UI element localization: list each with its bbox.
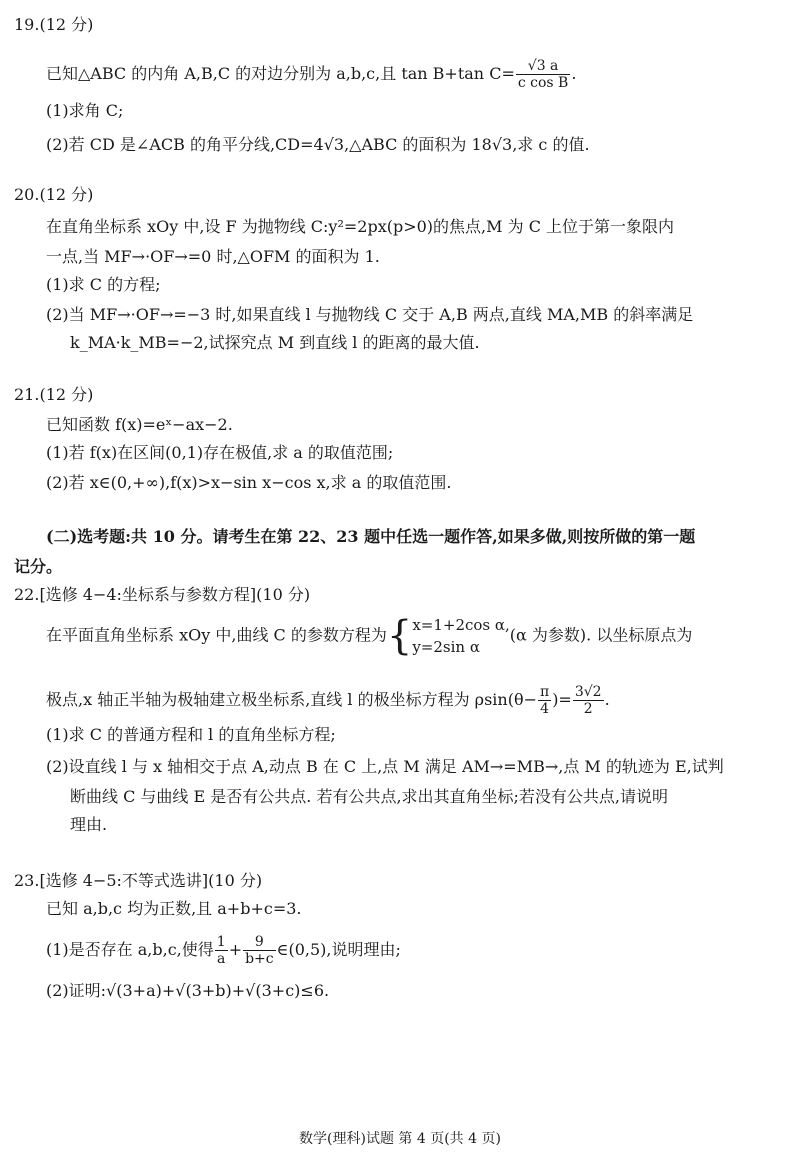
q22-part1: (1)求 C 的普通方程和 l 的直角坐标方程; [46,725,336,744]
q22-header: 22.[选修 4−4:坐标系与参数方程](10 分) [14,585,311,604]
q22-stem-tail: (α 为参数). 以坐标原点为 [509,625,693,645]
q22-stem2-text: 极点,x 轴正半轴为极轴建立极坐标系,直线 l 的极坐标方程为 ρsin(θ− [46,690,537,709]
q22-pi-fraction [538,684,551,717]
q22-stem2-end: . [604,690,610,709]
q22-stem-text: 在平面直角坐标系 xOy 中,曲线 C 的参数方程为 [46,625,387,645]
q23-frac2-num: 9 [243,934,276,951]
q22-stem-line1 [46,614,692,658]
q23-frac1-num: 1 [216,934,226,950]
q23-frac2 [243,934,276,967]
q19-part2: (2)若 CD 是∠ACB 的角平分线,CD=4√3,△ABC 的面积为 18√3,求 c 的值. [46,135,590,154]
q19-stem-end: . [571,64,577,83]
q19-frac-den: c cos B [517,75,569,91]
q22-part2-line3: 理由. [70,815,108,834]
q23-part1 [46,934,401,967]
q21-header: 21.(12 分) [14,385,94,404]
q19-fraction [516,58,570,91]
q20-stem-line2: 一点,当 MF→·OF→=0 时,△OFM 的面积为 1. [46,247,380,266]
q19-header: 19.(12 分) [14,15,94,34]
q23-part1-tail: ∈(0,5),说明理由; [276,940,401,959]
q21-stem: 已知函数 f(x)=eˣ−ax−2. [46,415,233,434]
q20-part2-line2: k_MA·k_MB=−2,试探究点 M 到直线 l 的距离的最大值. [70,333,480,352]
q19-frac-num: √3 a [516,58,570,75]
q20-stem-line1: 在直角坐标系 xOy 中,设 F 为抛物线 C:y²=2px(p>0)的焦点,M 为 C 上位于第一象限内 [46,217,675,236]
q23-part2: (2)证明:√(3+a)+√(3+b)+√(3+c)≤6. [46,981,330,1000]
q21-part1: (1)若 f(x)在区间(0,1)存在极值,求 a 的取值范围; [46,443,394,462]
q22-rhs-num: 3√2 [574,684,602,700]
q22-part2-line2: 断曲线 C 与曲线 E 是否有公共点. 若有公共点,求出其直角坐标;若没有公共点,请说明 [70,787,669,806]
q22-param-system [412,614,509,658]
q21-part2: (2)若 x∈(0,+∞),f(x)>x−sin x−cos x,求 a 的取值范围. [46,473,452,492]
q22-sys-line1: x=1+2cos α, [412,616,510,634]
q23-plus: + [228,940,243,959]
q22-part2-line1: (2)设直线 l 与 x 轴相交于点 A,动点 B 在 C 上,点 M 满足 AM→=MB→,点 M 的轨迹为 E,试判 [46,757,724,776]
q22-sys-line2: y=2sin α [412,638,480,656]
q22-rhs-den: 2 [583,701,593,717]
q22-stem2-mid: )= [552,690,572,709]
q20-header: 20.(12 分) [14,185,94,204]
q22-stem-line2 [46,684,610,717]
q19-stem-text: 已知△ABC 的内角 A,B,C 的对边分别为 a,b,c,且 tan B+tan C= [46,64,515,83]
q23-part1-text: (1)是否存在 a,b,c,使得 [46,940,214,959]
q23-stem: 已知 a,b,c 均为正数,且 a+b+c=3. [46,899,302,918]
q23-header: 23.[选修 4−5:不等式选讲](10 分) [14,871,263,890]
left-brace-icon: { [386,613,413,659]
q20-part1: (1)求 C 的方程; [46,275,161,294]
q23-frac2-den: b+c [245,951,274,967]
q22-pi-num: π [539,684,550,700]
q22-pi-den: 4 [540,701,550,717]
q22-rhs-fraction [573,684,604,717]
section-heading-line2: 记分。 [14,557,63,576]
q23-frac1 [215,934,228,967]
q19-part1: (1)求角 C; [46,101,124,120]
q19-stem [46,58,576,91]
q23-frac1-den: a [217,951,226,967]
section-heading-line1: (二)选考题:共 10 分。请考生在第 22、23 题中任选一题作答,如果多做,则按所做的第一题 [46,527,696,546]
page-footer: 数学(理科)试题 第 4 页(共 4 页) [299,1131,501,1147]
q20-part2-line1: (2)当 MF→·OF→=−3 时,如果直线 l 与抛物线 C 交于 A,B 两点,直线 MA,MB 的斜率满足 [46,305,694,324]
